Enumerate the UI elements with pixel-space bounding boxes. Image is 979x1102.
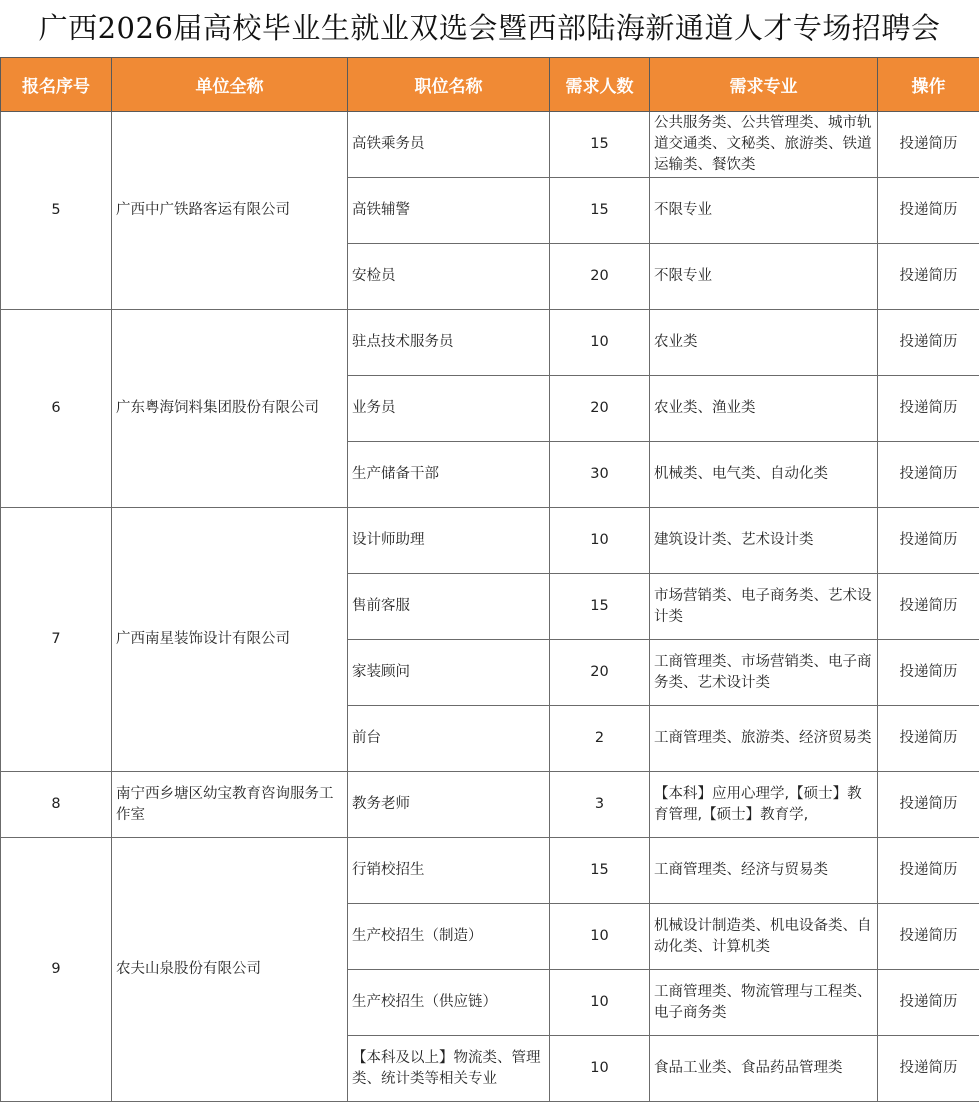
position-title: 【本科及以上】物流类、管理类、统计类等相关专业 [348, 1036, 550, 1102]
action-cell [878, 1036, 979, 1102]
table-row [1, 508, 979, 574]
table-row [1, 310, 979, 376]
action-cell [878, 640, 979, 706]
submit-resume-button[interactable]: 投递简历 [900, 268, 958, 284]
action-cell [878, 574, 979, 640]
required-major: 工商管理类、旅游类、经济贸易类 [650, 706, 878, 772]
position-title: 教务老师 [348, 772, 550, 838]
headcount: 30 [550, 442, 650, 508]
action-cell [878, 244, 979, 310]
headcount: 20 [550, 244, 650, 310]
headcount: 20 [550, 640, 650, 706]
headcount: 15 [550, 112, 650, 178]
action-cell [878, 904, 979, 970]
required-major: 农业类 [650, 310, 878, 376]
registration-number: 8 [1, 772, 112, 838]
submit-resume-button[interactable]: 投递简历 [900, 928, 958, 944]
header-count: 需求人数 [550, 58, 650, 112]
action-cell [878, 970, 979, 1036]
company-name: 农夫山泉股份有限公司 [112, 838, 348, 1102]
required-major: 工商管理类、市场营销类、电子商务类、艺术设计类 [650, 640, 878, 706]
position-title: 售前客服 [348, 574, 550, 640]
table-row [1, 772, 979, 838]
required-major: 食品工业类、食品药品管理类 [650, 1036, 878, 1102]
headcount: 15 [550, 574, 650, 640]
header-company: 单位全称 [112, 58, 348, 112]
submit-resume-button[interactable]: 投递简历 [900, 532, 958, 548]
action-cell [878, 706, 979, 772]
company-name: 南宁西乡塘区幼宝教育咨询服务工作室 [112, 772, 348, 838]
submit-resume-button[interactable]: 投递简历 [900, 136, 958, 152]
position-title: 业务员 [348, 376, 550, 442]
required-major: 建筑设计类、艺术设计类 [650, 508, 878, 574]
required-major: 市场营销类、电子商务类、艺术设计类 [650, 574, 878, 640]
header-index: 报名序号 [1, 58, 112, 112]
page-title: 广西2026届高校毕业生就业双选会暨西部陆海新通道人才专场招聘会 [0, 0, 979, 57]
action-cell [878, 442, 979, 508]
table-header-row [1, 58, 979, 112]
registration-number: 6 [1, 310, 112, 508]
position-title: 高铁辅警 [348, 178, 550, 244]
submit-resume-button[interactable]: 投递简历 [900, 664, 958, 680]
registration-number: 9 [1, 838, 112, 1102]
position-title: 生产校招生（供应链） [348, 970, 550, 1036]
headcount: 10 [550, 1036, 650, 1102]
position-title: 设计师助理 [348, 508, 550, 574]
submit-resume-button[interactable]: 投递简历 [900, 1060, 958, 1076]
action-cell [878, 178, 979, 244]
submit-resume-button[interactable]: 投递简历 [900, 202, 958, 218]
headcount: 20 [550, 376, 650, 442]
position-title: 行销校招生 [348, 838, 550, 904]
recruitment-table [0, 57, 979, 1102]
submit-resume-button[interactable]: 投递简历 [900, 400, 958, 416]
required-major: 机械设计制造类、机电设备类、自动化类、计算机类 [650, 904, 878, 970]
position-title: 驻点技术服务员 [348, 310, 550, 376]
registration-number: 7 [1, 508, 112, 772]
headcount: 10 [550, 508, 650, 574]
required-major: 工商管理类、物流管理与工程类、电子商务类 [650, 970, 878, 1036]
headcount: 2 [550, 706, 650, 772]
header-major: 需求专业 [650, 58, 878, 112]
action-cell [878, 376, 979, 442]
position-title: 生产校招生（制造） [348, 904, 550, 970]
submit-resume-button[interactable]: 投递简历 [900, 994, 958, 1010]
headcount: 10 [550, 310, 650, 376]
action-cell [878, 838, 979, 904]
company-name: 广西南星装饰设计有限公司 [112, 508, 348, 772]
action-cell [878, 772, 979, 838]
submit-resume-button[interactable]: 投递简历 [900, 862, 958, 878]
table-body [1, 112, 979, 1102]
submit-resume-button[interactable]: 投递简历 [900, 466, 958, 482]
position-title: 安检员 [348, 244, 550, 310]
company-name: 广东粤海饲料集团股份有限公司 [112, 310, 348, 508]
position-title: 家装顾问 [348, 640, 550, 706]
action-cell [878, 508, 979, 574]
company-name: 广西中广铁路客运有限公司 [112, 112, 348, 310]
required-major: 农业类、渔业类 [650, 376, 878, 442]
required-major: 【本科】应用心理学,【硕士】教育管理,【硕士】教育学, [650, 772, 878, 838]
headcount: 10 [550, 904, 650, 970]
required-major: 不限专业 [650, 178, 878, 244]
header-action: 操作 [878, 58, 979, 112]
required-major: 工商管理类、经济与贸易类 [650, 838, 878, 904]
submit-resume-button[interactable]: 投递简历 [900, 796, 958, 812]
headcount: 15 [550, 838, 650, 904]
submit-resume-button[interactable]: 投递简历 [900, 598, 958, 614]
table-row [1, 112, 979, 178]
table-row [1, 838, 979, 904]
submit-resume-button[interactable]: 投递简历 [900, 730, 958, 746]
action-cell [878, 310, 979, 376]
registration-number: 5 [1, 112, 112, 310]
position-title: 前台 [348, 706, 550, 772]
headcount: 3 [550, 772, 650, 838]
action-cell [878, 112, 979, 178]
headcount: 15 [550, 178, 650, 244]
required-major: 不限专业 [650, 244, 878, 310]
position-title: 高铁乘务员 [348, 112, 550, 178]
headcount: 10 [550, 970, 650, 1036]
position-title: 生产储备干部 [348, 442, 550, 508]
required-major: 机械类、电气类、自动化类 [650, 442, 878, 508]
header-position: 职位名称 [348, 58, 550, 112]
submit-resume-button[interactable]: 投递简历 [900, 334, 958, 350]
required-major: 公共服务类、公共管理类、城市轨道交通类、文秘类、旅游类、铁道运输类、餐饮类 [650, 112, 878, 178]
